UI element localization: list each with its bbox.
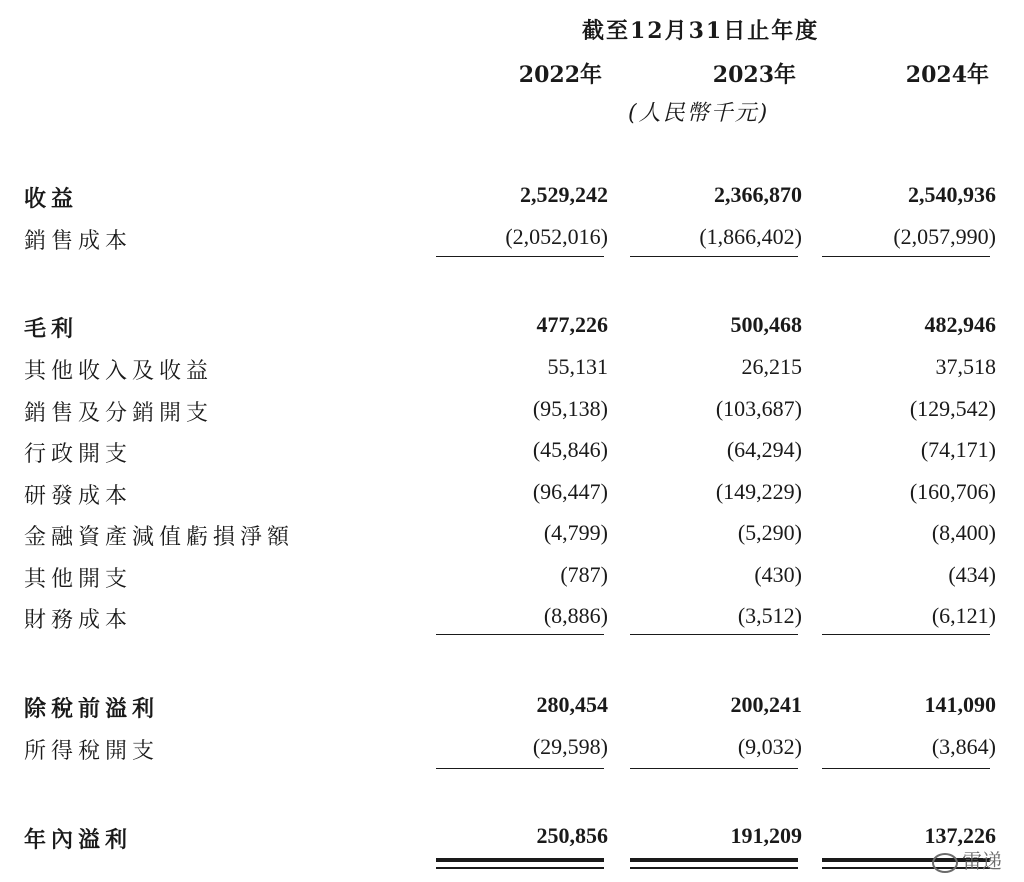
row-value-2023: (64,294) — [726, 437, 802, 462]
row-value-2023: 26,215 — [741, 354, 802, 379]
double-rule-2022-thick — [436, 858, 604, 862]
row-value-2024: (2,057,990) — [893, 224, 996, 249]
rule-2023-after-cost — [630, 256, 798, 257]
row-value-2024: (129,542) — [909, 396, 996, 421]
row-label: 其他收入及收益 — [24, 359, 214, 384]
year-2024-header: 2024年 — [905, 62, 989, 88]
double-rule-2023-thick — [630, 858, 798, 862]
row-value-2024: 2,540,936 — [908, 182, 996, 207]
row-value-2022: 477,226 — [536, 312, 608, 337]
row-value-2022: 250,856 — [536, 823, 608, 848]
row-label: 除稅前溢利 — [24, 696, 160, 722]
row-label: 銷售及分銷開支 — [24, 401, 214, 426]
row-value-2022: (4,799) — [543, 520, 608, 545]
row-value-2023: (9,032) — [737, 734, 802, 759]
row-value-2023: 2,366,870 — [714, 182, 802, 207]
double-rule-2023-thin — [630, 867, 798, 869]
row-value-2024: 141,090 — [924, 692, 996, 717]
row-label: 其他開支 — [24, 567, 133, 592]
row-value-2024: (74,171) — [920, 437, 996, 462]
row-label: 所得稅開支 — [24, 739, 160, 764]
row-label: 年內溢利 — [24, 827, 133, 853]
row-value-2022: (96,447) — [532, 479, 608, 504]
rule-2024-after-cost — [822, 256, 990, 257]
row-value-2023: (5,290) — [737, 520, 802, 545]
row-value-2022: (45,846) — [532, 437, 608, 462]
row-label: 金融資產減值虧損淨額 — [24, 525, 295, 550]
rule-2022-after-cost — [436, 256, 604, 257]
row-value-2022: (2,052,016) — [505, 224, 608, 249]
weibo-icon — [932, 853, 958, 873]
row-value-2023: (103,687) — [715, 396, 802, 421]
row-value-2023: (430) — [754, 562, 802, 587]
row-value-2024: 137,226 — [924, 823, 996, 848]
row-value-2022: 280,454 — [536, 692, 608, 717]
double-rule-2022-thin — [436, 867, 604, 869]
row-value-2022: (29,598) — [532, 734, 608, 759]
row-value-2023: (149,229) — [715, 479, 802, 504]
row-value-2023: (1,866,402) — [699, 224, 802, 249]
row-value-2022: (95,138) — [532, 396, 608, 421]
row-label: 毛利 — [24, 316, 79, 342]
row-value-2022: 2,529,242 — [520, 182, 608, 207]
row-value-2023: 200,241 — [730, 692, 802, 717]
row-value-2024: (8,400) — [931, 520, 996, 545]
row-label: 研發成本 — [24, 484, 133, 509]
watermark-text: 雷递 — [962, 849, 1002, 873]
watermark — [932, 845, 1002, 874]
rule-2023-after-finance — [630, 634, 798, 635]
row-value-2024: (160,706) — [909, 479, 996, 504]
row-value-2023: 500,468 — [730, 312, 802, 337]
row-value-2023: 191,209 — [730, 823, 802, 848]
row-label: 行政開支 — [24, 442, 133, 467]
row-label: 財務成本 — [24, 608, 133, 633]
rule-2024-after-tax — [822, 768, 990, 769]
row-label: 銷售成本 — [24, 229, 133, 254]
rule-2022-after-finance — [436, 634, 604, 635]
year-2023-header: 2023年 — [712, 62, 796, 88]
row-value-2022: 55,131 — [547, 354, 608, 379]
row-value-2022: (8,886) — [543, 603, 608, 628]
row-value-2022: (787) — [560, 562, 608, 587]
row-value-2024: (3,864) — [931, 734, 996, 759]
rule-2022-after-tax — [436, 768, 604, 769]
rule-2024-after-finance — [822, 634, 990, 635]
row-value-2024: 37,518 — [935, 354, 996, 379]
period-heading: 截至12月31日止年度 — [582, 18, 820, 44]
row-value-2024: (434) — [948, 562, 996, 587]
year-2022-header: 2022年 — [518, 62, 602, 88]
currency-unit: (人民幣千元) — [628, 101, 770, 126]
row-value-2024: 482,946 — [924, 312, 996, 337]
row-value-2023: (3,512) — [737, 603, 802, 628]
rule-2023-after-tax — [630, 768, 798, 769]
row-label: 收益 — [24, 186, 79, 212]
row-value-2024: (6,121) — [931, 603, 996, 628]
